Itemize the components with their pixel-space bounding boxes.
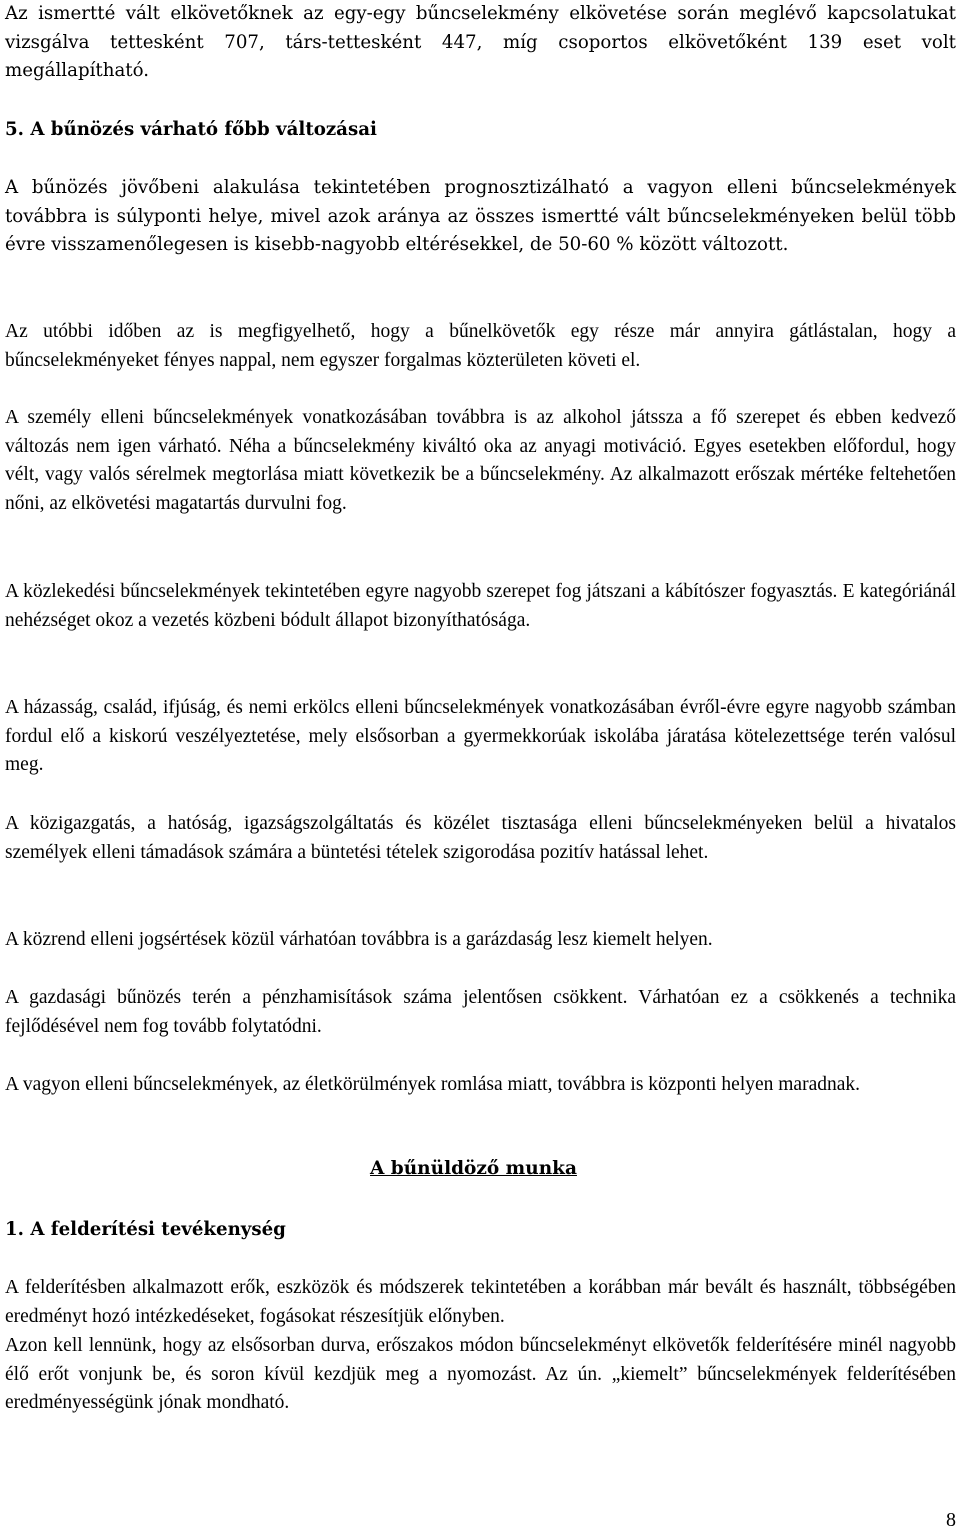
paragraph-property-crime: A vagyon elleni bűncselekmények, az életkörülmények romlása miatt, továbbra is központi helyen maradnak.	[5, 1074, 861, 1095]
paragraph-recent-observation: Az utóbbi időben az is megfigyelhető, hogy a bűnelkövetők egy része már annyira gátlástalan, hogy a bűncselekményeket fényes nappal, nem egyszer forgalmas közterületen követi el.	[5, 321, 956, 371]
page-number: 8	[946, 1509, 956, 1531]
paragraph-offender-relations: Az ismertté vált elkövetőknek az egy-egy bűncselekmény elkövetése során meglévő kapcsolatukat vizsgálva tettesként 707, társ-tettesként 447, míg csoportos elkövetőként 139 eset volt megállapítható.	[5, 3, 956, 82]
paragraph-traffic-crime: A közlekedési bűncselekmények tekintetében egyre nagyobb szerepet fog játszani a kábítószer fogyasztás. E kategóriánál nehézséget okoz a vezetés közbeni bódult állapot bizonyíthatósága.	[5, 581, 956, 631]
paragraph-public-administration: A közigazgatás, a hatóság, igazságszolgáltatás és közélet tisztasága elleni bűncselekményeken belül a hivatalos személyek elleni támadások számára a büntetési tételek szigorodása pozitív hatással lehet.	[5, 813, 956, 863]
heading-detection-activity: 1. A felderítési tevékenység	[5, 1219, 286, 1240]
heading-expected-changes: 5. A bűnözés várható főbb változásai	[5, 119, 377, 140]
paragraph-violent-crime: A személy elleni bűncselekmények vonatkozásában továbbra is az alkohol játssza a fő szerepet és ebben kedvező változás nem igen várható. Néha a bűncselekmény kiváltó oka az anyagi motiváció. Egyes esetekben előfordul, hogy vélt, vagy valós sérelmek megtorlása miatt következik be a bűncselekmény. Az alkalmazott erőszak mértéke feltehetően nőni, az elkövetési magatartás durvulni fog.	[5, 407, 956, 515]
paragraph-public-order: A közrend elleni jogsértések közül várhatóan továbbra is a garázdaság lesz kiemelt helyen.	[5, 929, 713, 950]
paragraph-detection-methods: A felderítésben alkalmazott erők, eszközök és módszerek tekintetében a korábban már bevált és használt, többségében eredményt hozó intézkedéseket, fogásokat részesítjük előnyben.	[5, 1277, 956, 1327]
section-title-law-enforcement: A bűnüldöző munka	[370, 1158, 577, 1179]
paragraph-detection-priority: Azon kell lennünk, hogy az elsősorban durva, erőszakos módon bűncselekményt elkövetők felderítésére minél nagyobb élő erőt vonjunk be, és soron kívül kezdjük meg a nyomozást. Az ún. „kiemelt” bűncselekmények felderítésében eredményességünk jónak mondható.	[5, 1335, 956, 1414]
paragraph-crime-forecast: A bűnözés jövőbeni alakulása tekintetében prognosztizálható a vagyon elleni bűncselekmények továbbra is súlyponti helye, mivel azok aránya az összes ismertté vált bűncselekményeken belül több évre visszamenőlegesen is kisebb-nagyobb eltérésekkel, de 50-60 % között változott.	[5, 177, 956, 256]
paragraph-family-crime: A házasság, család, ifjúság, és nemi erkölcs elleni bűncselekmények vonatkozásában évről-évre egyre nagyobb számban fordul elő a kiskorú veszélyeztetése, mely elsősorban a gyermekkorúak iskolába járatása kötelezettsége terén valósul meg.	[5, 697, 956, 776]
paragraph-economic-crime: A gazdasági bűnözés terén a pénzhamisítások száma jelentősen csökkent. Várhatóan ez a csökkenés a technika fejlődésével nem fog tovább folytatódni.	[5, 987, 956, 1037]
